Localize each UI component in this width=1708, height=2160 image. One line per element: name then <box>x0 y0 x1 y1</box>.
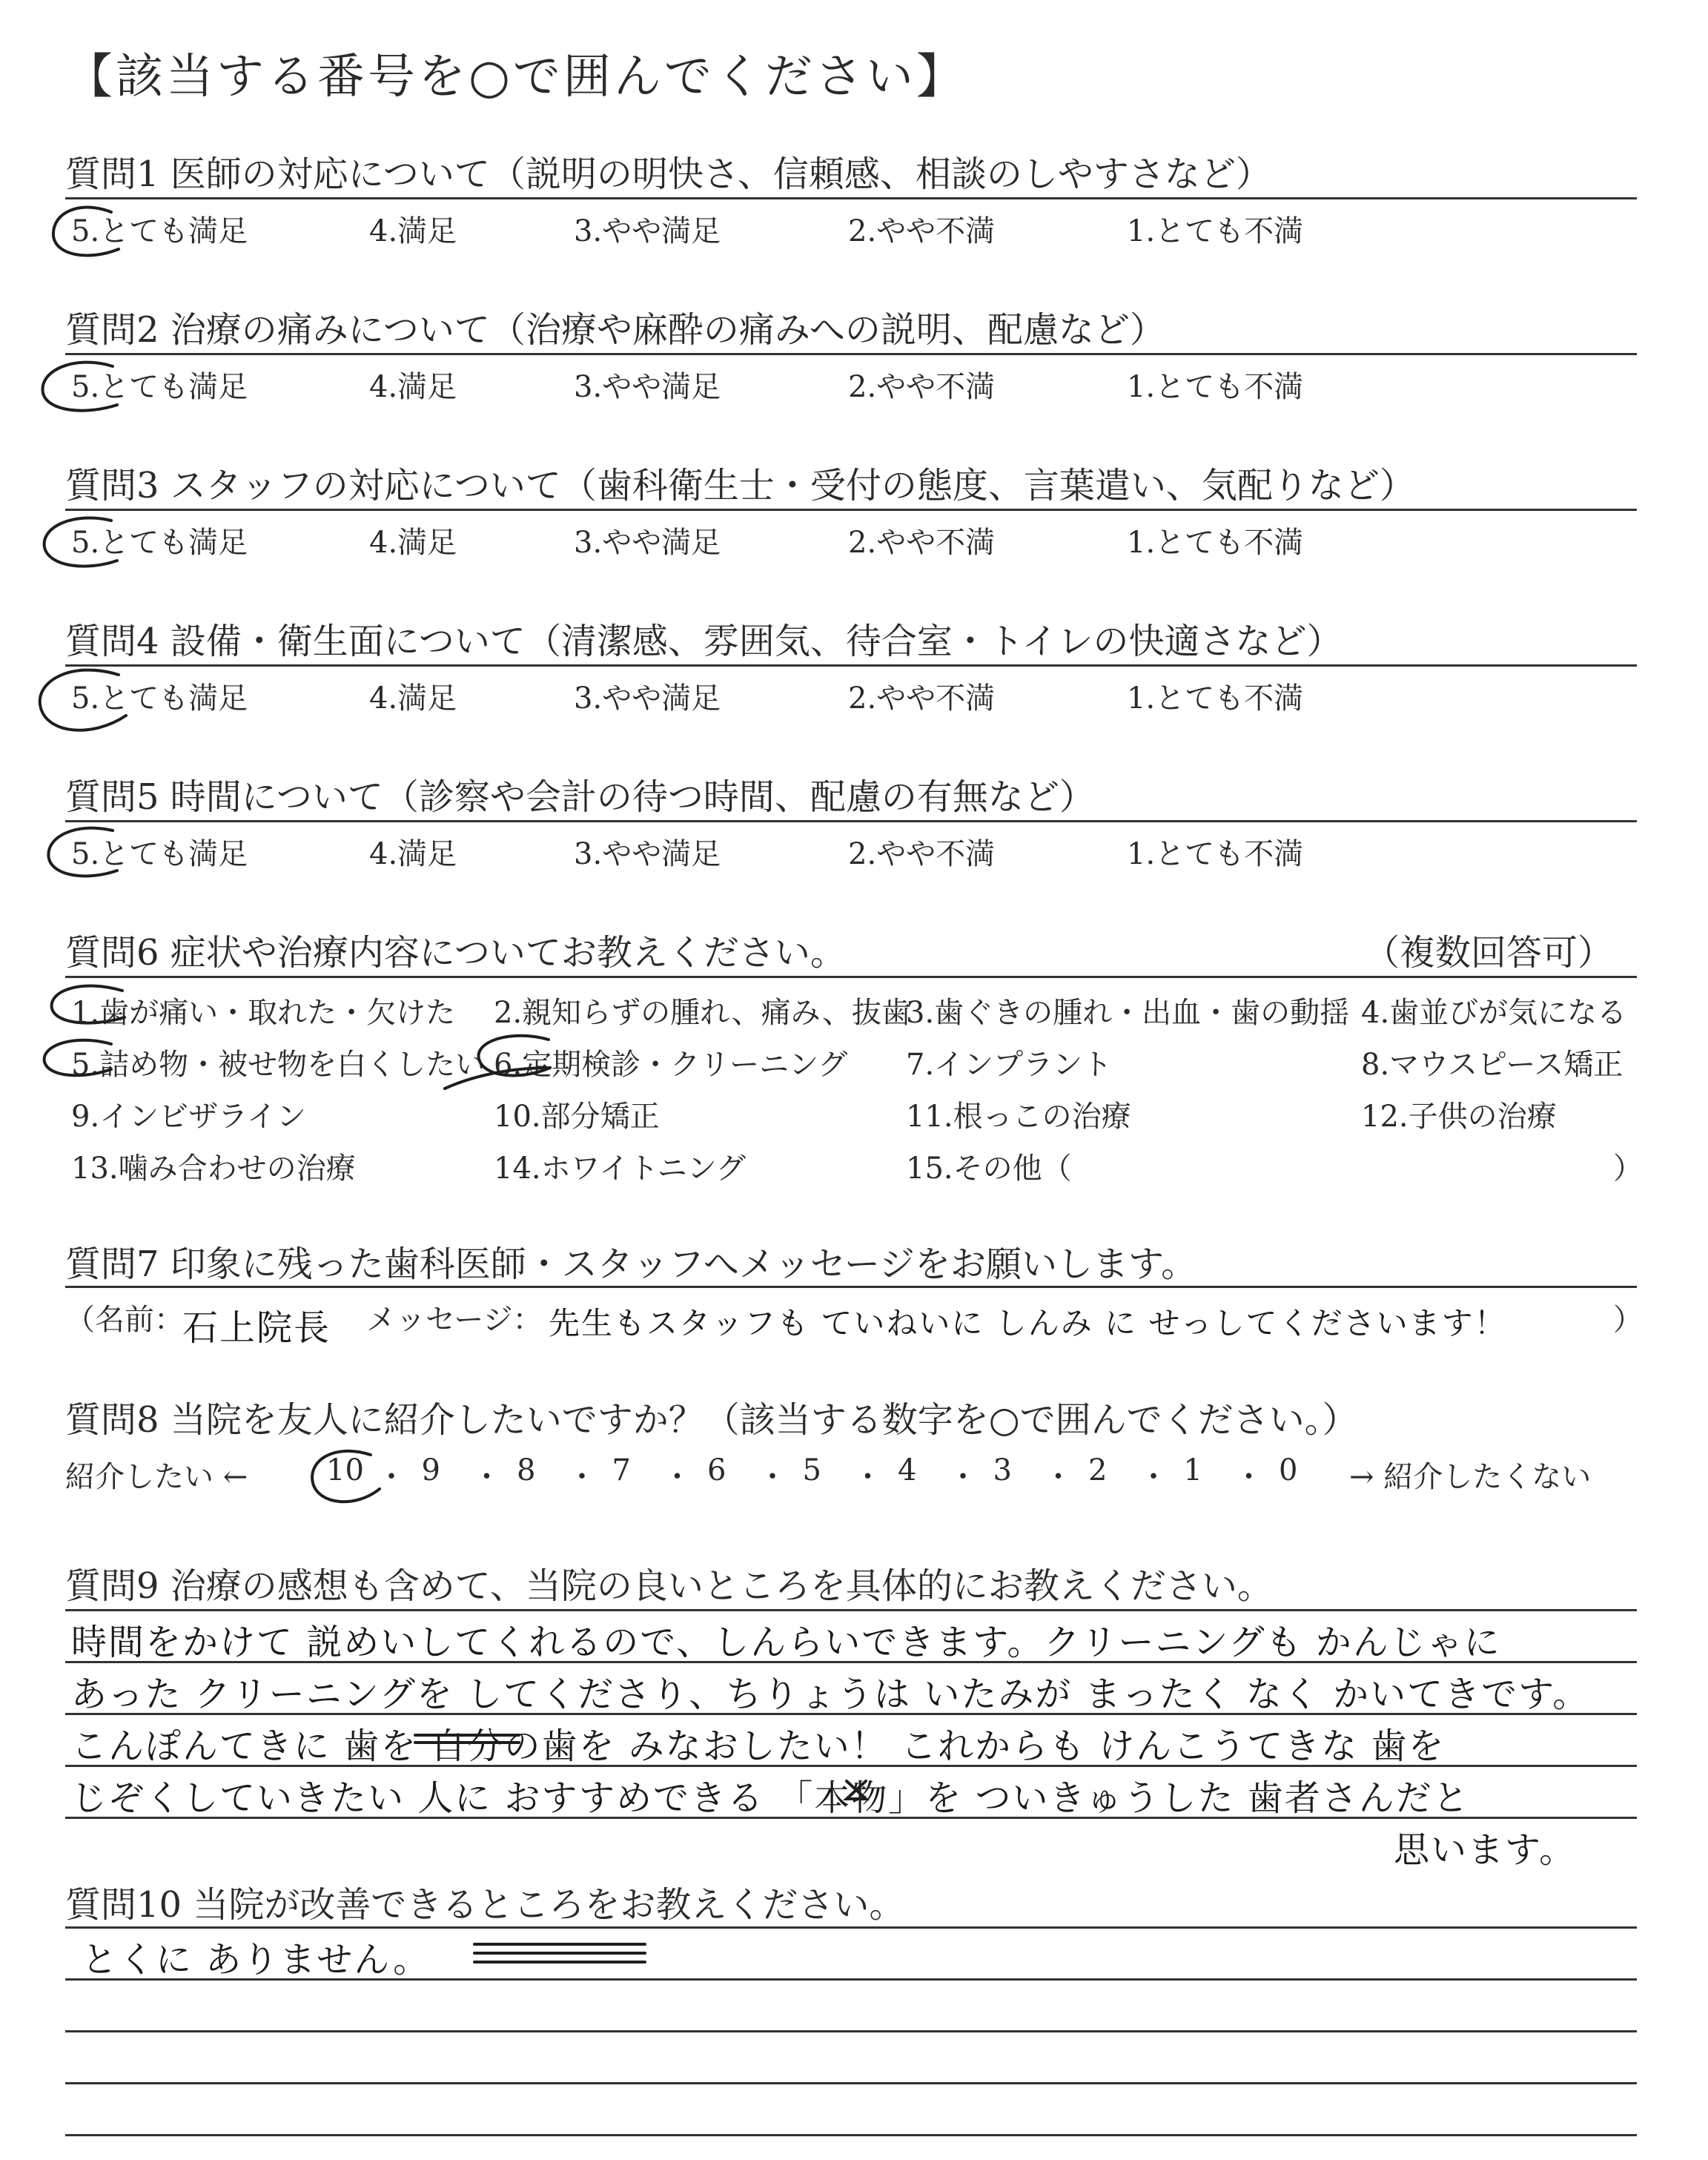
q6-item-13[interactable]: 13.噛み合わせの治療 <box>71 1152 356 1186</box>
question-10-label: 質問10 当院が改善できるところをお教えください。 <box>65 1884 905 1926</box>
q5-option-3[interactable]: 3.やや満足 <box>574 837 721 871</box>
multiple-answer-note: （複数回答可） <box>1364 932 1614 974</box>
scale-separator-dot: ・ <box>377 1460 406 1494</box>
question-4-label: 質問4 設備・衛生面について（清潔感、雰囲気、待合室・トイレの快適さなど） <box>65 621 1343 662</box>
question-6-label: 質問6 症状や治療内容についてお教えください。 <box>65 932 846 974</box>
q5-option-2[interactable]: 2.やや不満 <box>848 837 996 871</box>
scale-number-1[interactable]: 1 <box>1183 1453 1202 1487</box>
message-label: メッセージ： <box>366 1303 543 1337</box>
question-6-rule <box>65 976 1637 978</box>
scale-separator-dot: ・ <box>853 1460 883 1494</box>
q6-item-1[interactable]: 1.歯が痛い・取れた・欠けた <box>71 996 456 1030</box>
question-1-label: 質問1 医師の対応について（説明の明快さ、信頼感、相談のしやすさなど） <box>65 153 1271 195</box>
q3-option-3[interactable]: 3.やや満足 <box>574 526 721 560</box>
name-value[interactable]: 石上院長 <box>182 1307 331 1349</box>
scale-number-0[interactable]: 0 <box>1279 1453 1298 1487</box>
q2-option-1[interactable]: 1.とても不満 <box>1127 370 1304 404</box>
scale-separator-dot: ・ <box>662 1460 692 1494</box>
q3-option-2[interactable]: 2.やや不満 <box>848 526 996 560</box>
q9-answer-line-4[interactable]: じぞくしていきたい 人に おすすめできる 「本物」を ついきゅうした 歯者さんだと <box>71 1777 1470 1819</box>
q2-option-5[interactable]: 5.とても満足 <box>71 370 248 404</box>
scale-separator-dot: ・ <box>1234 1460 1264 1494</box>
scale-separator-dot: ・ <box>1043 1460 1073 1494</box>
q6-item-5[interactable]: 5.詰め物・被せ物を白くしたい <box>71 1048 486 1082</box>
scale-separator-dot: ・ <box>948 1460 978 1494</box>
q1-option-4[interactable]: 4.満足 <box>369 214 457 248</box>
q3-option-4[interactable]: 4.満足 <box>369 526 457 560</box>
scale-separator-dot: ・ <box>1139 1460 1168 1494</box>
q2-option-3[interactable]: 3.やや満足 <box>574 370 721 404</box>
scale-left-label: 紹介したい ← <box>65 1460 248 1494</box>
scale-right-label: → 紹介したくない <box>1349 1460 1592 1494</box>
q10-rule-4 <box>65 2082 1637 2084</box>
scale-number-9[interactable]: 9 <box>421 1453 440 1487</box>
message-close-paren: ） <box>1613 1303 1643 1337</box>
q6-item-10[interactable]: 10.部分矯正 <box>494 1100 660 1134</box>
q10-rule-3 <box>65 2030 1637 2032</box>
scale-separator-dot: ・ <box>471 1460 502 1494</box>
q4-option-3[interactable]: 3.やや満足 <box>574 681 721 716</box>
q2-option-2[interactable]: 2.やや不満 <box>848 370 996 404</box>
q4-option-2[interactable]: 2.やや不満 <box>848 681 996 716</box>
question-4-rule <box>65 664 1637 667</box>
question-7-rule <box>65 1286 1637 1288</box>
question-7-label: 質問7 印象に残った歯科医師・スタッフへメッセージをお願いします。 <box>65 1244 1197 1285</box>
scale-number-3[interactable]: 3 <box>993 1453 1012 1487</box>
q6-item-6[interactable]: 6.定期検診・クリーニング <box>494 1048 848 1082</box>
question-2-label: 質問2 治療の痛みについて（治療や麻酔の痛みへの説明、配慮など） <box>65 309 1165 351</box>
question-3-label: 質問3 スタッフの対応について（歯科衛生士・受付の態度、言葉遣い、気配りなど） <box>65 465 1415 506</box>
question-2-rule <box>65 353 1637 355</box>
q6-other-close-paren: ） <box>1613 1152 1643 1186</box>
name-label: （名前： <box>65 1303 184 1337</box>
scale-number-5[interactable]: 5 <box>802 1453 821 1487</box>
message-value[interactable]: 先生もスタッフも ていねいに しんみ に せっしてくださいます！ <box>549 1305 1507 1341</box>
scale-separator-dot: ・ <box>567 1460 597 1494</box>
q9-answer-line-3[interactable]: こんぽんてきに 歯を 自分の歯を みなおしたい！ これからも けんこうてきな 歯を <box>71 1725 1446 1767</box>
q5-option-4[interactable]: 4.満足 <box>369 837 457 871</box>
q6-item-2[interactable]: 2.親知らずの腫れ、痛み、抜歯 <box>494 996 911 1030</box>
question-5-rule <box>65 820 1637 822</box>
q6-item-3[interactable]: 3.歯ぐきの腫れ・出血・歯の動揺 <box>906 996 1350 1030</box>
q9-answer-line-5[interactable]: 思います。 <box>1394 1829 1577 1871</box>
question-8-label: 質問8 当院を友人に紹介したいですか？（該当する数字を○で囲んでください。） <box>65 1399 1358 1441</box>
q6-item-12[interactable]: 12.子供の治療 <box>1361 1100 1557 1134</box>
q10-rule-1 <box>65 1926 1637 1929</box>
scale-number-6[interactable]: 6 <box>707 1453 726 1487</box>
q5-option-5[interactable]: 5.とても満足 <box>71 837 248 871</box>
q1-option-3[interactable]: 3.やや満足 <box>574 214 721 248</box>
scale-number-10[interactable]: 10 <box>326 1453 364 1487</box>
question-9-label: 質問9 治療の感想も含めて、当院の良いところを具体的にお教えください。 <box>65 1565 1273 1607</box>
q9-answer-line-1[interactable]: 時間をかけて 説めいしてくれるので、しんらいできます。クリーニングも かんじゃに <box>71 1622 1501 1663</box>
q9-answer-line-2[interactable]: あった クリーニングを してくださり、ちりょうは いたみが まったく なく かいてきです。 <box>71 1674 1590 1715</box>
q1-option-1[interactable]: 1.とても不満 <box>1127 214 1304 248</box>
scale-number-8[interactable]: 8 <box>517 1453 536 1487</box>
scale-number-2[interactable]: 2 <box>1088 1453 1108 1487</box>
q4-option-1[interactable]: 1.とても不満 <box>1127 681 1304 716</box>
page-title: 【該当する番号を○で囲んでください】 <box>65 50 967 105</box>
q3-option-1[interactable]: 1.とても不満 <box>1127 526 1304 560</box>
q2-option-4[interactable]: 4.満足 <box>369 370 457 404</box>
q10-answer[interactable]: とくに ありません。 <box>82 1939 431 1981</box>
q6-item-4[interactable]: 4.歯並びが気になる <box>1361 996 1627 1030</box>
scale-separator-dot: ・ <box>758 1460 787 1494</box>
question-5-label: 質問5 時間について（診察や会計の待つ時間、配慮の有無など） <box>65 776 1095 818</box>
q4-option-4[interactable]: 4.満足 <box>369 681 457 716</box>
q1-option-2[interactable]: 2.やや不満 <box>848 214 996 248</box>
q5-option-1[interactable]: 1.とても不満 <box>1127 837 1304 871</box>
q6-item-9[interactable]: 9.インビザライン <box>71 1100 306 1134</box>
scale-number-7[interactable]: 7 <box>612 1453 631 1487</box>
q6-item-15[interactable]: 15.その他（ <box>906 1152 1072 1186</box>
question-1-rule <box>65 197 1637 199</box>
q6-item-8[interactable]: 8.マウスピース矯正 <box>1361 1048 1623 1082</box>
q3-option-5[interactable]: 5.とても満足 <box>71 526 248 560</box>
q6-item-11[interactable]: 11.根っこの治療 <box>906 1100 1131 1134</box>
q6-item-14[interactable]: 14.ホワイトニング <box>494 1152 747 1186</box>
q10-rule-5 <box>65 2134 1637 2136</box>
q6-item-7[interactable]: 7.インプラント <box>906 1048 1113 1082</box>
question-3-rule <box>65 509 1637 511</box>
scale-number-4[interactable]: 4 <box>898 1453 917 1487</box>
q1-option-5[interactable]: 5.とても満足 <box>71 214 248 248</box>
q9-rule-1 <box>65 1609 1637 1611</box>
q4-option-5[interactable]: 5.とても満足 <box>71 681 248 716</box>
